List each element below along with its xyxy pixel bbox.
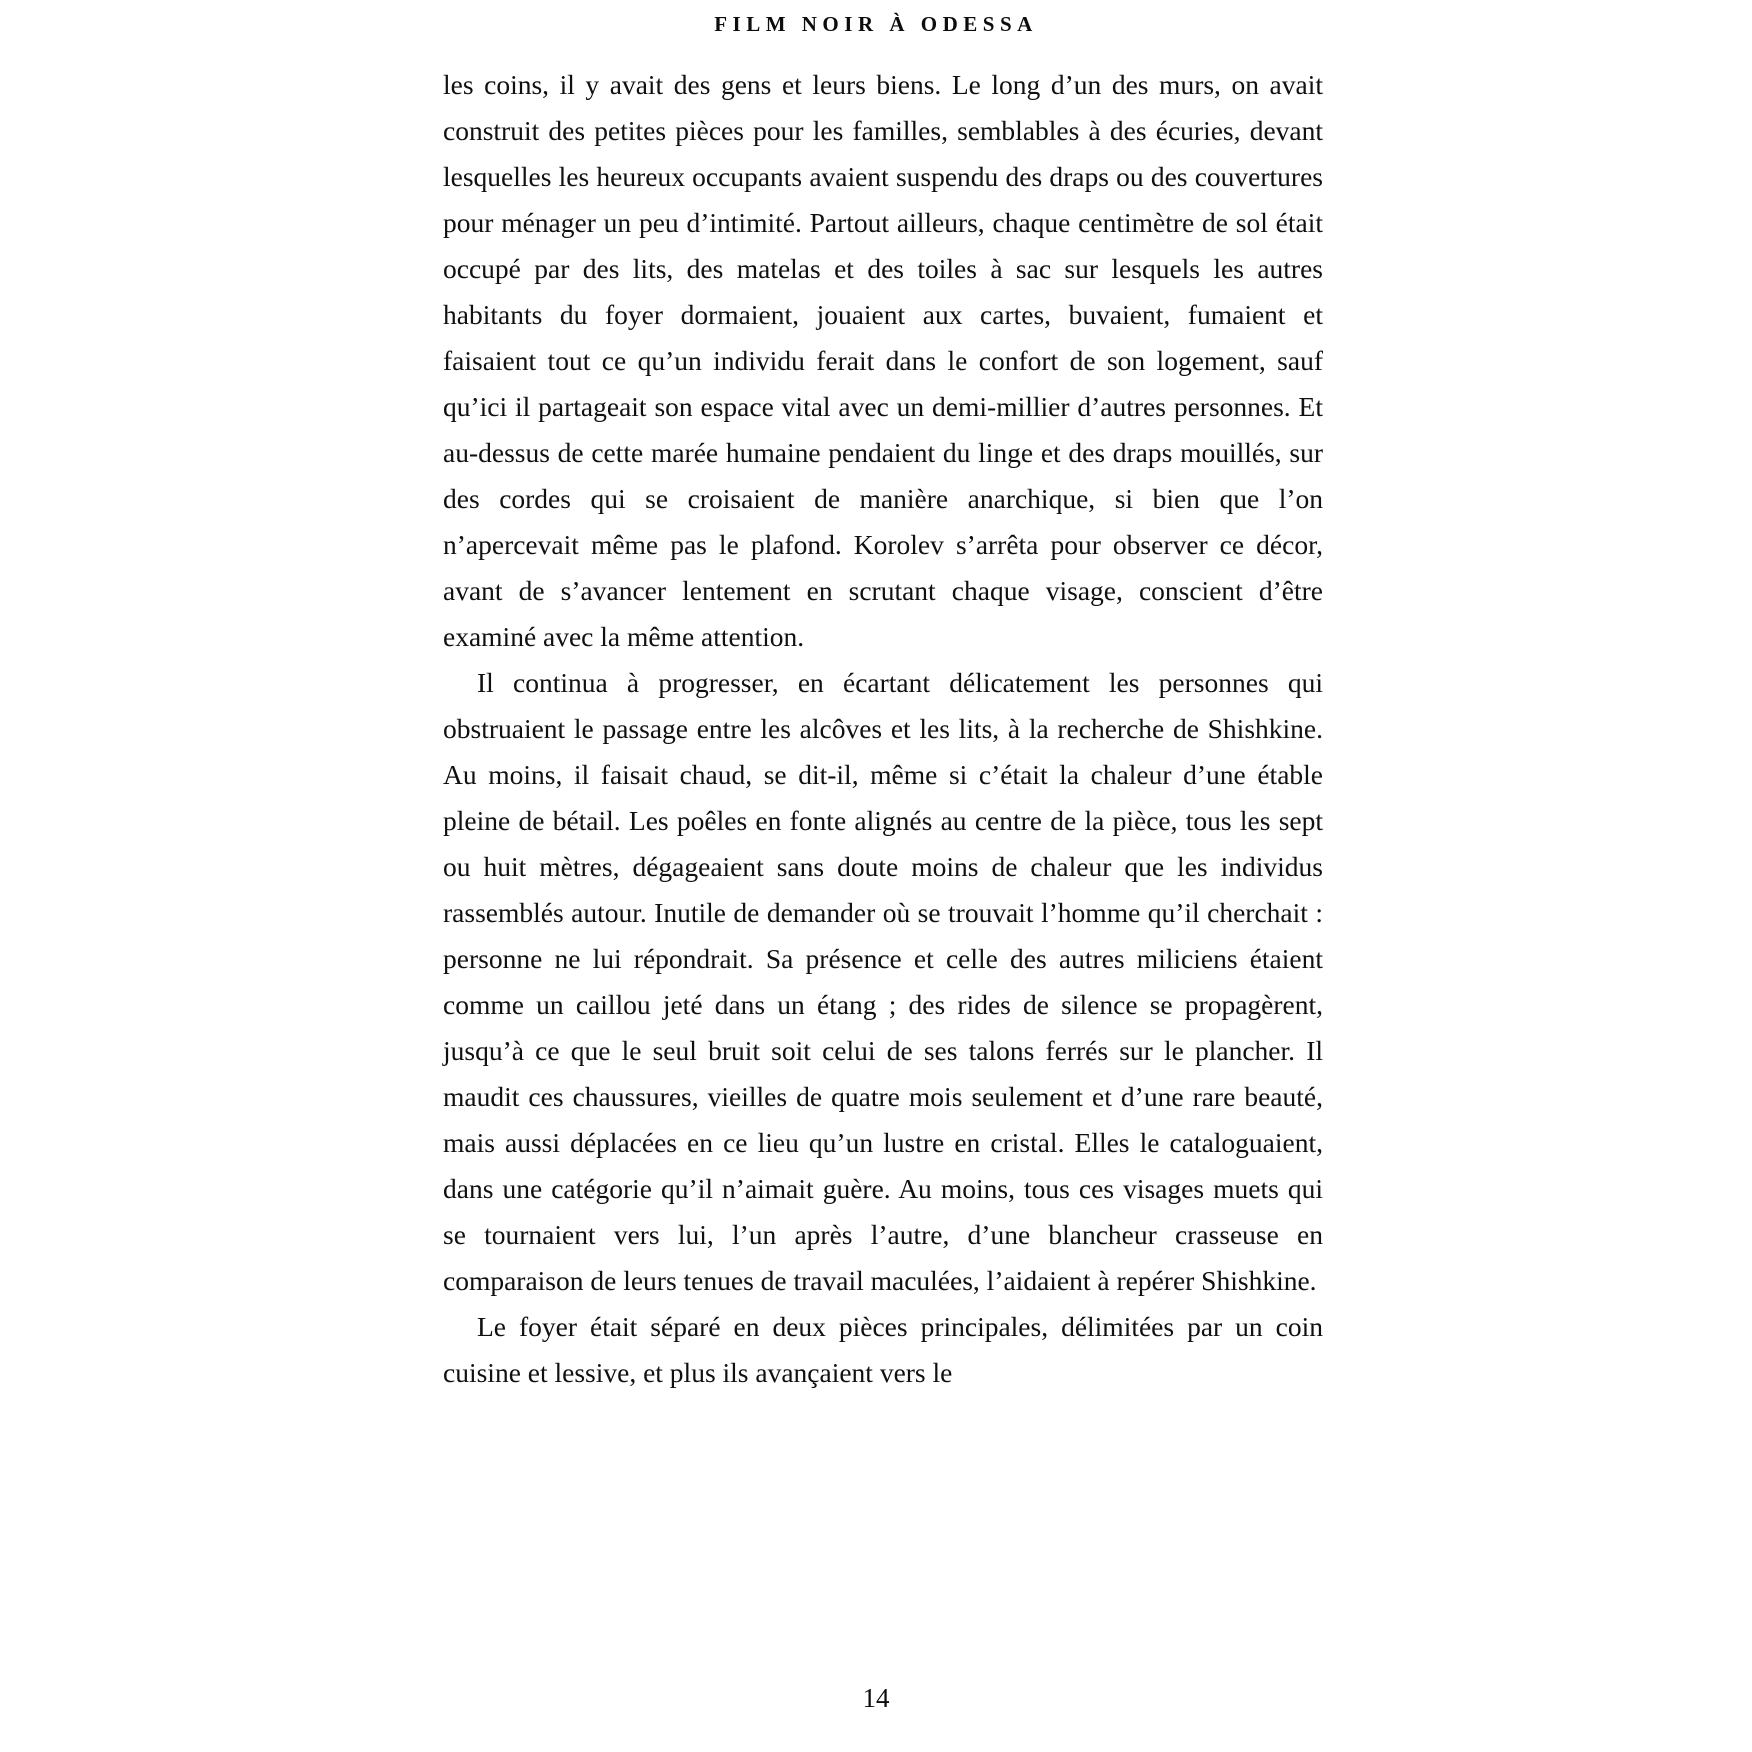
page-number: 14 (862, 1683, 890, 1713)
paragraph: Le foyer était séparé en deux pièces principales, délimitées par un coin cuisine et lessive, et plus ils avançaient vers le (443, 1311, 1323, 1388)
paragraph: les coins, il y avait des gens et leurs biens. Le long d’un des murs, on avait construit des petites pièces pour les familles, semblables à des écuries, devant lesquelles les heureux occupants avaient suspendu des draps ou des couvertures pour ménager un peu d’intimité. Partout ailleurs, chaque centimètre de sol était occupé par des lits, des matelas et des toiles à sac sur lesquels les autres habitants du foyer dormaient, jouaient aux cartes, buvaient, fumaient et faisaient tout ce qu’un individu ferait dans le confort de son logement, sauf qu’ici il partageait son espace vital avec un demi-millier d’autres personnes. Et au-dessus de cette marée humaine pendaient du linge et des draps mouillés, sur des cordes qui se croisaient de manière anarchique, si bien que l’on n’apercevait même pas le plafond. Korolev s’arrêta pour observer ce décor, avant de s’avancer lentement en scrutant chaque visage, conscient d’être examiné avec la même attention. (443, 69, 1323, 652)
running-head: FILM NOIR À ODESSA (714, 12, 1038, 36)
body-text-column (443, 62, 1323, 1396)
paragraph: Il continua à progresser, en écartant délicatement les personnes qui obstruaient le passage entre les alcôves et les lits, à la recherche de Shishkine. Au moins, il faisait chaud, se dit-il, même si c’était la chaleur d’une étable pleine de bétail. Les poêles en fonte alignés au centre de la pièce, tous les sept ou huit mètres, dégageaient sans doute moins de chaleur que les individus rassemblés autour. Inutile de demander où se trouvait l’homme qu’il cherchait : personne ne lui répondrait. Sa présence et celle des autres miliciens étaient comme un caillou jeté dans un étang ; des rides de silence se propagèrent, jusqu’à ce que le seul bruit soit celui de ses talons ferrés sur le plancher. Il maudit ces chaussures, vieilles de quatre mois seulement et d’une rare beauté, mais aussi déplacées en ce lieu qu’un lustre en cristal. Elles le cataloguaient, dans une catégorie qu’il n’aimait guère. Au moins, tous ces visages muets qui se tournaient vers lui, l’un après l’autre, d’une blancheur crasseuse en comparaison de leurs tenues de travail maculées, l’aidaient à repérer Shishkine. (443, 667, 1323, 1296)
